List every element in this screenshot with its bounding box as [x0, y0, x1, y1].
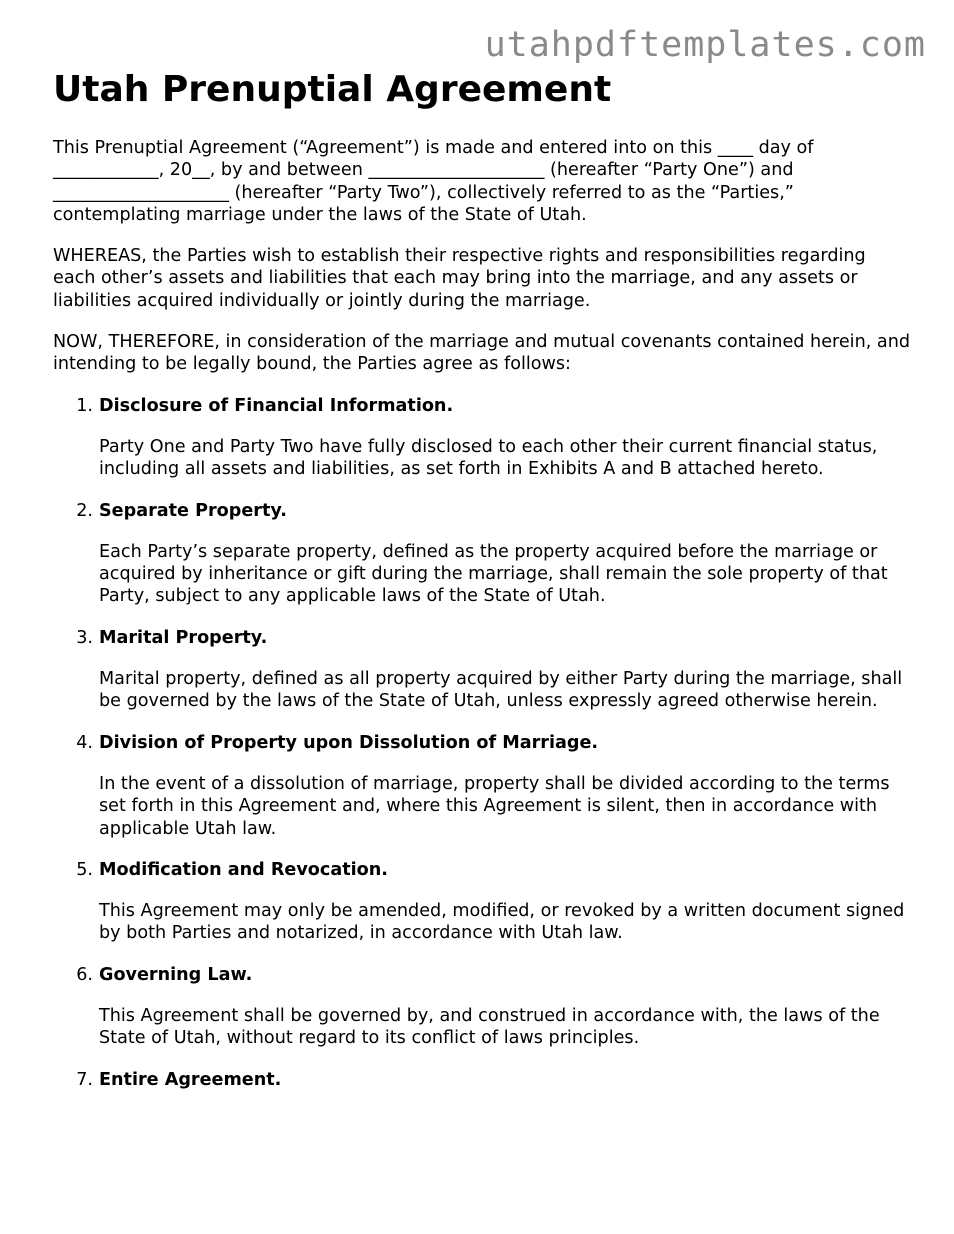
section-item	[53, 395, 913, 481]
section-number: 4.	[76, 732, 93, 753]
section-number: 1.	[76, 395, 93, 416]
section-body: Party One and Party Two have fully disclosed to each other their current financial status, including all assets and liabilities, as set forth in Exhibits A and B attached hereto.	[99, 436, 878, 480]
watermark: utahpdftemplates.com	[484, 25, 926, 65]
section-heading: Division of Property upon Dissolution of Marriage.	[99, 732, 599, 753]
section-heading: Separate Property.	[99, 500, 287, 521]
section-item	[53, 732, 913, 840]
section-heading: Entire Agreement.	[99, 1069, 282, 1090]
section-body: Each Party’s separate property, defined as the property acquired before the marriage or acquired by inheritance or gift during the marriage, shall remain the sole property of that Party, subject to any applicable laws of the State of Utah.	[99, 541, 888, 607]
section-heading: Marital Property.	[99, 627, 268, 648]
section-item	[53, 859, 913, 945]
section-item	[53, 964, 913, 1050]
section-number: 3.	[76, 627, 93, 648]
section-number: 6.	[76, 964, 93, 985]
section-heading: Governing Law.	[99, 964, 253, 985]
intro-paragraph: This Prenuptial Agreement (“Agreement”) is made and entered into on this ____ day of ____________, 20__, by and between ____________________ (hereafter “Party One”) and ____________________ (hereafter “Party Two”), collectively referred to as the “Parties,” contemplating marriage under the laws of the State of Utah.	[53, 138, 814, 225]
section-body: This Agreement may only be amended, modified, or revoked by a written document signed by both Parties and notarized, in accordance with Utah law.	[99, 901, 905, 944]
section-number: 2.	[76, 500, 93, 521]
section-item	[53, 1069, 913, 1091]
section-heading: Modification and Revocation.	[99, 859, 388, 880]
sections-list	[53, 395, 913, 1091]
section-number: 7.	[76, 1069, 93, 1090]
section-heading: Disclosure of Financial Information.	[99, 395, 454, 416]
section-body: Marital property, defined as all property acquired by either Party during the marriage, shall be governed by the laws of the State of Utah, unless expressly agreed otherwise herein.	[99, 669, 903, 712]
section-item	[53, 627, 913, 713]
whereas-paragraph: WHEREAS, the Parties wish to establish their respective rights and responsibilities regarding each other’s assets and liabilities that each may bring into the marriage, and any assets or liabilities acquired individually or jointly during the marriage.	[53, 246, 866, 311]
section-body: This Agreement shall be governed by, and construed in accordance with, the laws of the State of Utah, without regard to its conflict of laws principles.	[99, 1006, 880, 1049]
page-title: Utah Prenuptial Agreement	[53, 69, 612, 110]
document-body	[53, 137, 913, 1110]
therefore-paragraph: NOW, THEREFORE, in consideration of the marriage and mutual covenants contained herein, and intending to be legally bound, the Parties agree as follows:	[53, 332, 911, 375]
section-item	[53, 500, 913, 608]
section-body: In the event of a dissolution of marriage, property shall be divided according to the terms set forth in this Agreement and, where this Agreement is silent, then in accordance with applicable Utah law.	[99, 773, 890, 839]
section-number: 5.	[76, 859, 93, 880]
